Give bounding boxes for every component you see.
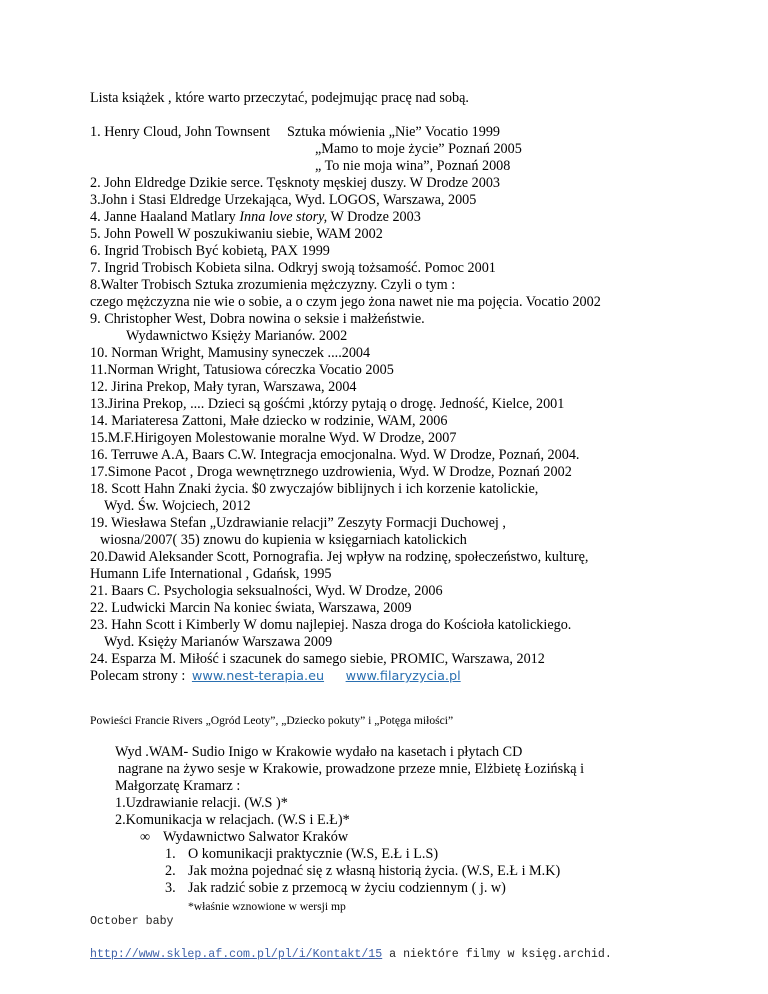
salwator-item: Jak można pojednać się z własną historią życia. (W.S, E.Ł i M.K) <box>188 863 561 879</box>
list-item-19: 19. Wiesława Stefan „Uzdrawianie relacji” Zeszyty Formacji Duchowej , <box>90 515 506 531</box>
salwator-item: Jak radzić sobie z przemocą w życiu codziennym ( j. w) <box>188 880 506 896</box>
list-item-9-cont: Wydawnictwo Księży Marianów. 2002 <box>126 328 348 344</box>
list-item-1: 1. Henry Cloud, John Townsent <box>90 124 271 140</box>
list-item-18-cont: Wyd. Św. Wojciech, 2012 <box>104 498 251 514</box>
link-nest-terapia[interactable]: www.nest-terapia.eu <box>191 669 325 684</box>
list-item-8: 8.Walter Trobisch Sztuka zrozumienia mężczyzny. Czyli o tym : <box>90 277 456 293</box>
list-item-4: 4. Janne Haaland Matlary Inna love story, W Drodze 2003 <box>90 209 421 225</box>
wam-line-1: Wyd .WAM- Sudio Inigo w Krakowie wydało na kasetach i płytach CD <box>115 744 523 760</box>
list-item-11: 11.Norman Wright, Tatusiowa córeczka Vocatio 2005 <box>90 362 394 378</box>
list-item-6: 6. Ingrid Trobisch Być kobietą, PAX 1999 <box>90 243 330 259</box>
link-sklep-af[interactable]: http://www.sklep.af.com.pl/pl/i/Kontakt/15 <box>90 948 383 961</box>
recommend-line <box>90 668 461 685</box>
list-item-10: 10. Norman Wright, Mamusiny syneczek ....2004 <box>90 345 371 361</box>
list-item-21: 21. Baars C. Psychologia seksualności, Wyd. W Drodze, 2006 <box>90 583 443 599</box>
recommend-label: Polecam strony : <box>90 668 186 684</box>
list-item-5: 5. John Powell W poszukiwaniu siebie, WAM 2002 <box>90 226 383 242</box>
link-filaryzycia[interactable]: www.filaryzycia.pl <box>345 669 461 684</box>
list-item-9: 9. Christopher West, Dobra nowina o seksie i małżeństwie. <box>90 311 425 327</box>
salwator-item-num: 2. <box>165 863 176 879</box>
wam-item-1: 1.Uzdrawianie relacji. (W.S )* <box>115 795 288 811</box>
wam-item-2: 2.Komunikacja w relacjach. (W.S i E.Ł)* <box>115 812 350 828</box>
list-item-15: 15.M.F.Hirigoyen Molestowanie moralne Wyd. W Drodze, 2007 <box>90 430 457 446</box>
list-item-3: 3.John i Stasi Eldredge Urzekająca, Wyd. LOGOS, Warszawa, 2005 <box>90 192 477 208</box>
list-item-20: 20.Dawid Aleksander Scott, Pornografia. Jej wpływ na rodzinę, społeczeństwo, kulturę, <box>90 549 589 565</box>
list-item-12: 12. Jirina Prekop, Mały tyran, Warszawa, 2004 <box>90 379 357 395</box>
footer-line <box>90 946 612 963</box>
salwator-item: O komunikacji praktycznie (W.S, E.Ł i L.S) <box>188 846 439 862</box>
list-item-23-cont: Wyd. Księży Marianów Warszawa 2009 <box>104 634 333 650</box>
list-item-7: 7. Ingrid Trobisch Kobieta silna. Odkryj swoją tożsamość. Pomoc 2001 <box>90 260 496 276</box>
footer-text: a niektóre filmy w księg.archid. <box>382 948 612 961</box>
list-item-1-title-3: „ To nie moja wina”, Poznań 2008 <box>315 158 511 174</box>
list-item-1-title-2: „Mamo to moje życie” Poznań 2005 <box>315 141 522 157</box>
film-title: October baby <box>90 915 174 928</box>
novels-line: Powieści Francie Rivers „Ogród Leoty”, „Dziecko pokuty” i „Potęga miłości” <box>90 714 454 727</box>
wam-line-3: Małgorzatę Kramarz : <box>115 778 241 794</box>
list-item-22: 22. Ludwicki Marcin Na koniec świata, Warszawa, 2009 <box>90 600 412 616</box>
list-item-13: 13.Jirina Prekop, .... Dzieci są gośćmi ,którzy pytają o drogę. Jedność, Kielce, 2001 <box>90 396 565 412</box>
list-item-19-cont: wiosna/2007( 35) znowu do kupienia w księgarniach katolickich <box>100 532 467 548</box>
wam-line-2: nagrane na żywo sesje w Krakowie, prowadzone przeze mnie, Elżbietę Łozińską i <box>118 761 585 777</box>
list-item-17: 17.Simone Pacot , Droga wewnętrznego uzdrowienia, Wyd. W Drodze, Poznań 2002 <box>90 464 572 480</box>
list-item-2: 2. John Eldredge Dzikie serce. Tęsknoty męskiej duszy. W Drodze 2003 <box>90 175 501 191</box>
list-item-23: 23. Hahn Scott i Kimberly W domu najlepiej. Nasza droga do Kościoła katolickiego. <box>90 617 572 633</box>
list-item-14: 14. Mariateresa Zattoni, Małe dziecko w rodzinie, WAM, 2006 <box>90 413 448 429</box>
list-item-24: 24. Esparza M. Miłość i szacunek do samego siebie, PROMIC, Warszawa, 2012 <box>90 651 545 667</box>
salwator-bullet-icon: ∞ <box>140 829 151 845</box>
list-item-18: 18. Scott Hahn Znaki życia. $0 zwyczajów biblijnych i ich korzenie katolickie, <box>90 481 539 497</box>
salwator-item-num: 3. <box>165 880 176 896</box>
list-item-1-title-1: Sztuka mówienia „Nie” Vocatio 1999 <box>287 124 501 140</box>
salwator-heading: Wydawnictwo Salwator Kraków <box>163 829 349 845</box>
page-title: Lista książek , które warto przeczytać, podejmując pracę nad sobą. <box>90 90 469 106</box>
salwator-note: *właśnie wznowione w wersji mp <box>188 900 346 913</box>
salwator-item-num: 1. <box>165 846 176 862</box>
list-item-20-cont: Humann Life International , Gdańsk, 1995 <box>90 566 332 582</box>
list-item-16: 16. Terruwe A.A, Baars C.W. Integracja emocjonalna. Wyd. W Drodze, Poznań, 2004. <box>90 447 580 463</box>
list-item-8-cont: czego mężczyzna nie wie o sobie, a o czym jego żona nawet nie ma pojęcia. Vocatio 2002 <box>90 294 601 310</box>
